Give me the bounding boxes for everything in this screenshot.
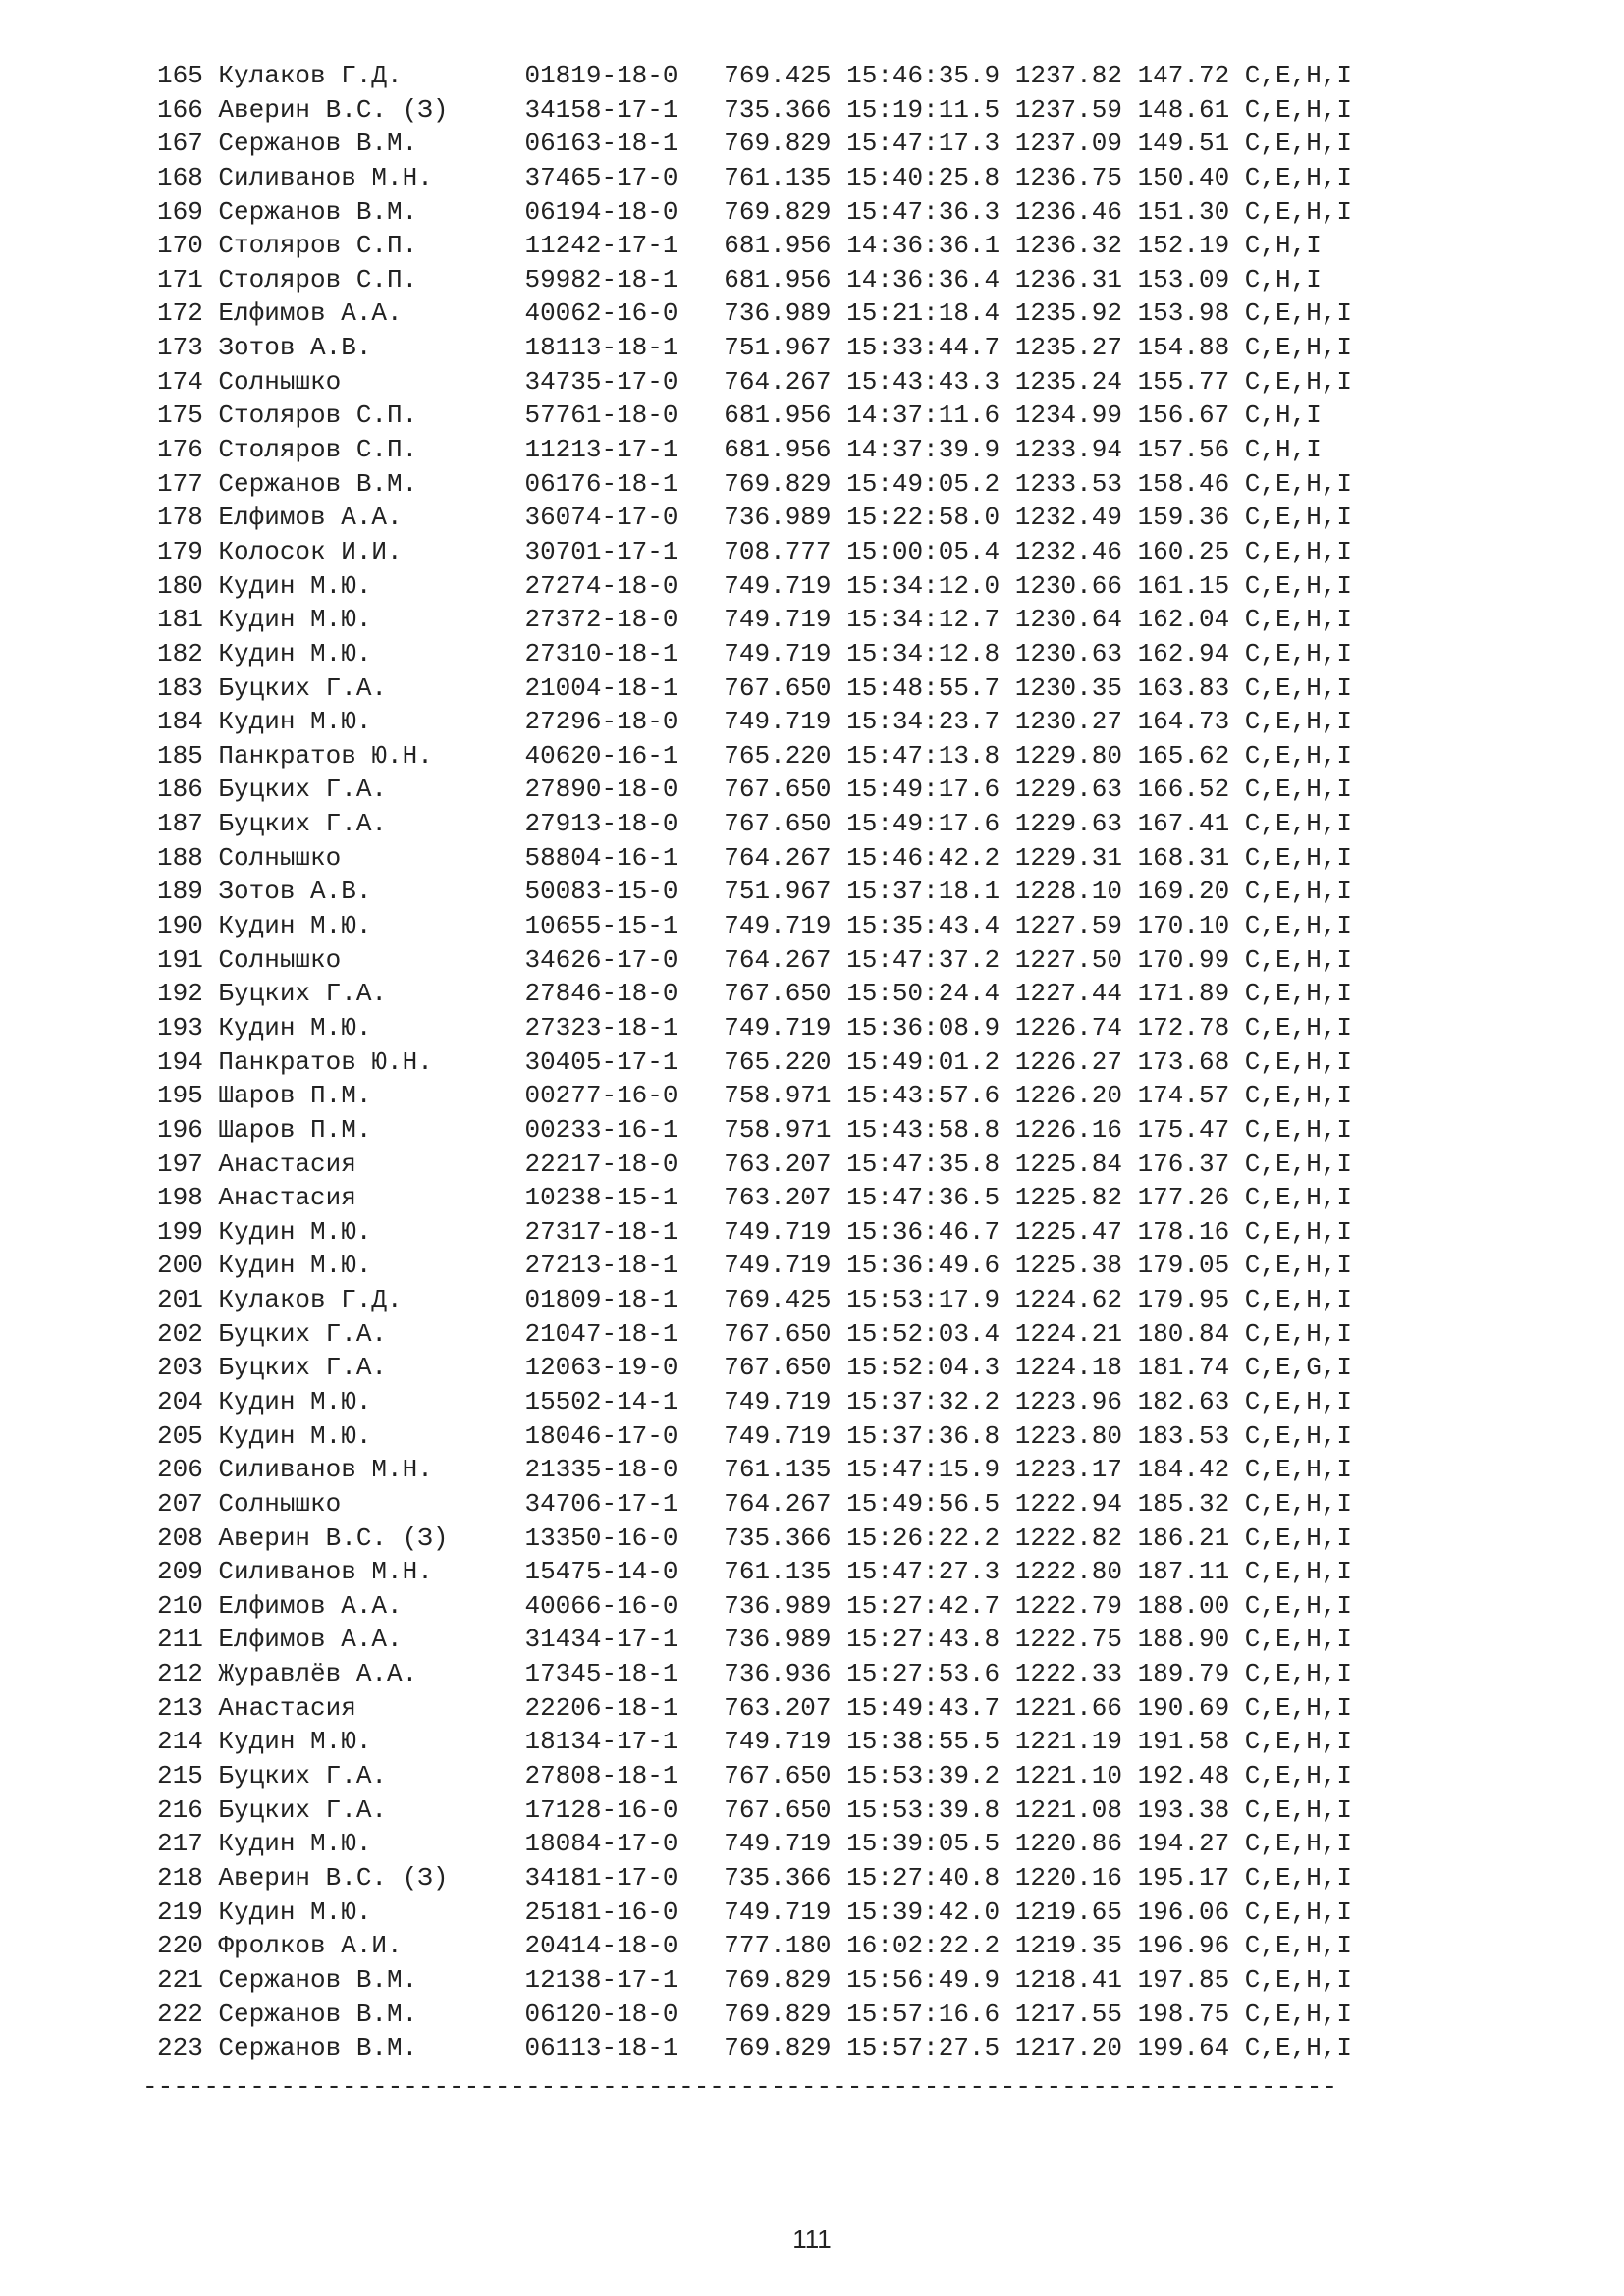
table-row: 195 Шаров П.М. 00277-16-0 758.971 15:43:57.6 1226.20 174.57 C,E,H,I (157, 1081, 1352, 1111)
table-row: 169 Сержанов В.М. 06194-18-0 769.829 15:47:36.3 1236.46 151.30 C,E,H,I (157, 196, 1352, 227)
table-row: 177 Сержанов В.М. 06176-18-1 769.829 15:49:05.2 1233.53 158.46 C,E,H,I (157, 468, 1352, 499)
table-row: 180 Кудин М.Ю. 27274-18-0 749.719 15:34:12.0 1230.66 161.15 C,E,H,I (157, 570, 1352, 601)
table-row: 204 Кудин М.Ю. 15502-14-1 749.719 15:37:32.2 1223.96 182.63 C,E,H,I (157, 1386, 1352, 1416)
table-row: 220 Фролков А.И. 20414-18-0 777.180 16:02:22.2 1219.35 196.96 C,E,H,I (157, 1931, 1352, 1961)
table-row: 217 Кудин М.Ю. 18084-17-0 749.719 15:39:05.5 1220.86 194.27 C,E,H,I (157, 1829, 1352, 1859)
page-number: 111 (792, 2224, 832, 2254)
results-table (157, 59, 1352, 2065)
table-row: 166 Аверин В.С. (З) 34158-17-1 735.366 15:19:11.5 1237.59 148.61 C,E,H,I (157, 94, 1352, 125)
table-row: 212 Журавлёв А.А. 17345-18-1 736.936 15:27:53.6 1222.33 189.79 C,E,H,I (157, 1659, 1352, 1689)
table-row: 213 Анастасия 22206-18-1 763.207 15:49:43.7 1221.66 190.69 C,E,H,I (157, 1692, 1352, 1723)
table-row: 209 Силиванов М.Н. 15475-14-0 761.135 15:47:27.3 1222.80 187.11 C,E,H,I (157, 1557, 1352, 1587)
table-row: 222 Сержанов В.М. 06120-18-0 769.829 15:57:16.6 1217.55 198.75 C,E,H,I (157, 1999, 1352, 2029)
table-row: 203 Буцких Г.А. 12063-19-0 767.650 15:52:04.3 1224.18 181.74 C,E,G,I (157, 1353, 1352, 1383)
table-row: 205 Кудин М.Ю. 18046-17-0 749.719 15:37:36.8 1223.80 183.53 C,E,H,I (157, 1420, 1352, 1451)
table-row: 171 Столяров С.П. 59982-18-1 681.956 14:36:36.4 1236.31 153.09 C,H,I (157, 264, 1322, 294)
table-row: 181 Кудин М.Ю. 27372-18-0 749.719 15:34:12.7 1230.64 162.04 C,E,H,I (157, 605, 1352, 635)
table-row: 176 Столяров С.П. 11213-17-1 681.956 14:37:39.9 1233.94 157.56 C,H,I (157, 435, 1322, 465)
table-row: 197 Анастасия 22217-18-0 763.207 15:47:35.8 1225.84 176.37 C,E,H,I (157, 1148, 1352, 1179)
table-row: 198 Анастасия 10238-15-1 763.207 15:47:36.5 1225.82 177.26 C,E,H,I (157, 1183, 1352, 1213)
table-row: 188 Солнышко 58804-16-1 764.267 15:46:42.2 1229.31 168.31 C,E,H,I (157, 842, 1352, 873)
table-row: 210 Елфимов А.А. 40066-16-0 736.989 15:27:42.7 1222.79 188.00 C,E,H,I (157, 1590, 1352, 1621)
table-row: 200 Кудин М.Ю. 27213-18-1 749.719 15:36:49.6 1225.38 179.05 C,E,H,I (157, 1251, 1352, 1281)
table-row: 189 Зотов А.В. 50083-15-0 751.967 15:37:18.1 1228.10 169.20 C,E,H,I (157, 877, 1352, 907)
table-row: 208 Аверин В.С. (З) 13350-16-0 735.366 15:26:22.2 1222.82 186.21 C,E,H,I (157, 1522, 1352, 1553)
table-row: 218 Аверин В.С. (З) 34181-17-0 735.366 15:27:40.8 1220.16 195.17 C,E,H,I (157, 1862, 1352, 1893)
table-row: 182 Кудин М.Ю. 27310-18-1 749.719 15:34:12.8 1230.63 162.94 C,E,H,I (157, 638, 1352, 668)
table-row: 206 Силиванов М.Н. 21335-18-0 761.135 15:47:15.9 1223.17 184.42 C,E,H,I (157, 1455, 1352, 1485)
table-row: 172 Елфимов А.А. 40062-16-0 736.989 15:21:18.4 1235.92 153.98 C,E,H,I (157, 298, 1352, 329)
table-row: 186 Буцких Г.А. 27890-18-0 767.650 15:49:17.6 1229.63 166.52 C,E,H,I (157, 774, 1352, 805)
table-row: 202 Буцких Г.А. 21047-18-1 767.650 15:52:03.4 1224.21 180.84 C,E,H,I (157, 1318, 1352, 1349)
table-row: 175 Столяров С.П. 57761-18-0 681.956 14:37:11.6 1234.99 156.67 C,H,I (157, 400, 1322, 431)
table-row: 194 Панкратов Ю.Н. 30405-17-1 765.220 15:49:01.2 1226.27 173.68 C,E,H,I (157, 1046, 1352, 1077)
table-row: 165 Кулаков Г.Д. 01819-18-0 769.425 15:46:35.9 1237.82 147.72 C,E,H,I (157, 61, 1352, 90)
table-row: 174 Солнышко 34735-17-0 764.267 15:43:43.3 1235.24 155.77 C,E,H,I (157, 366, 1352, 397)
table-row: 170 Столяров С.П. 11242-17-1 681.956 14:36:36.1 1236.32 152.19 C,H,I (157, 231, 1322, 261)
table-row: 199 Кудин М.Ю. 27317-18-1 749.719 15:36:46.7 1225.47 178.16 C,E,H,I (157, 1216, 1352, 1247)
table-row: 178 Елфимов А.А. 36074-17-0 736.989 15:22:58.0 1232.49 159.36 C,E,H,I (157, 503, 1352, 533)
table-row: 190 Кудин М.Ю. 10655-15-1 749.719 15:35:43.4 1227.59 170.10 C,E,H,I (157, 911, 1352, 941)
table-row: 193 Кудин М.Ю. 27323-18-1 749.719 15:36:08.9 1226.74 172.78 C,E,H,I (157, 1012, 1352, 1042)
table-row: 185 Панкратов Ю.Н. 40620-16-1 765.220 15:47:13.8 1229.80 165.62 C,E,H,I (157, 740, 1352, 771)
table-row: 192 Буцких Г.А. 27846-18-0 767.650 15:50:24.4 1227.44 171.89 C,E,H,I (157, 979, 1352, 1009)
table-row: 201 Кулаков Г.Д. 01809-18-1 769.425 15:53:17.9 1224.62 179.95 C,E,H,I (157, 1285, 1352, 1315)
table-row: 219 Кудин М.Ю. 25181-16-0 749.719 15:39:42.0 1219.65 196.06 C,E,H,I (157, 1896, 1352, 1927)
table-row: 215 Буцких Г.А. 27808-18-1 767.650 15:53:39.2 1221.10 192.48 C,E,H,I (157, 1761, 1352, 1791)
table-row: 191 Солнышко 34626-17-0 764.267 15:47:37.2 1227.50 170.99 C,E,H,I (157, 944, 1352, 975)
table-row: 214 Кудин М.Ю. 18134-17-1 749.719 15:38:55.5 1221.19 191.58 C,E,H,I (157, 1727, 1352, 1757)
table-row: 196 Шаров П.М. 00233-16-1 758.971 15:43:58.8 1226.16 175.47 C,E,H,I (157, 1114, 1352, 1145)
table-row: 187 Буцких Г.А. 27913-18-0 767.650 15:49:17.6 1229.63 167.41 C,E,H,I (157, 809, 1352, 839)
table-row: 184 Кудин М.Ю. 27296-18-0 749.719 15:34:23.7 1230.27 164.73 C,E,H,I (157, 707, 1352, 737)
table-row: 179 Колосок И.И. 30701-17-1 708.777 15:00:05.4 1232.46 160.25 C,E,H,I (157, 536, 1352, 566)
table-row: 223 Сержанов В.М. 06113-18-1 769.829 15:57:27.5 1217.20 199.64 C,E,H,I (157, 2033, 1352, 2063)
table-row: 183 Буцких Г.А. 21004-18-1 767.650 15:48:55.7 1230.35 163.83 C,E,H,I (157, 672, 1352, 703)
table-row: 207 Солнышко 34706-17-1 764.267 15:49:56.5 1222.94 185.32 C,E,H,I (157, 1488, 1352, 1519)
table-row: 167 Сержанов В.М. 06163-18-1 769.829 15:47:17.3 1237.09 149.51 C,E,H,I (157, 129, 1352, 159)
table-row: 168 Силиванов М.Н. 37465-17-0 761.135 15:40:25.8 1236.75 150.40 C,E,H,I (157, 162, 1352, 192)
table-bottom-rule: ------------------------------------------------------------------------------ (142, 2072, 1337, 2102)
table-row: 173 Зотов А.В. 18113-18-1 751.967 15:33:44.7 1235.27 154.88 C,E,H,I (157, 333, 1352, 363)
table-row: 216 Буцких Г.А. 17128-16-0 767.650 15:53:39.8 1221.08 193.38 C,E,H,I (157, 1794, 1352, 1825)
table-row: 221 Сержанов В.М. 12138-17-1 769.829 15:56:49.9 1218.41 197.85 C,E,H,I (157, 1964, 1352, 1995)
table-row: 211 Елфимов А.А. 31434-17-1 736.989 15:27:43.8 1222.75 188.90 C,E,H,I (157, 1625, 1352, 1655)
